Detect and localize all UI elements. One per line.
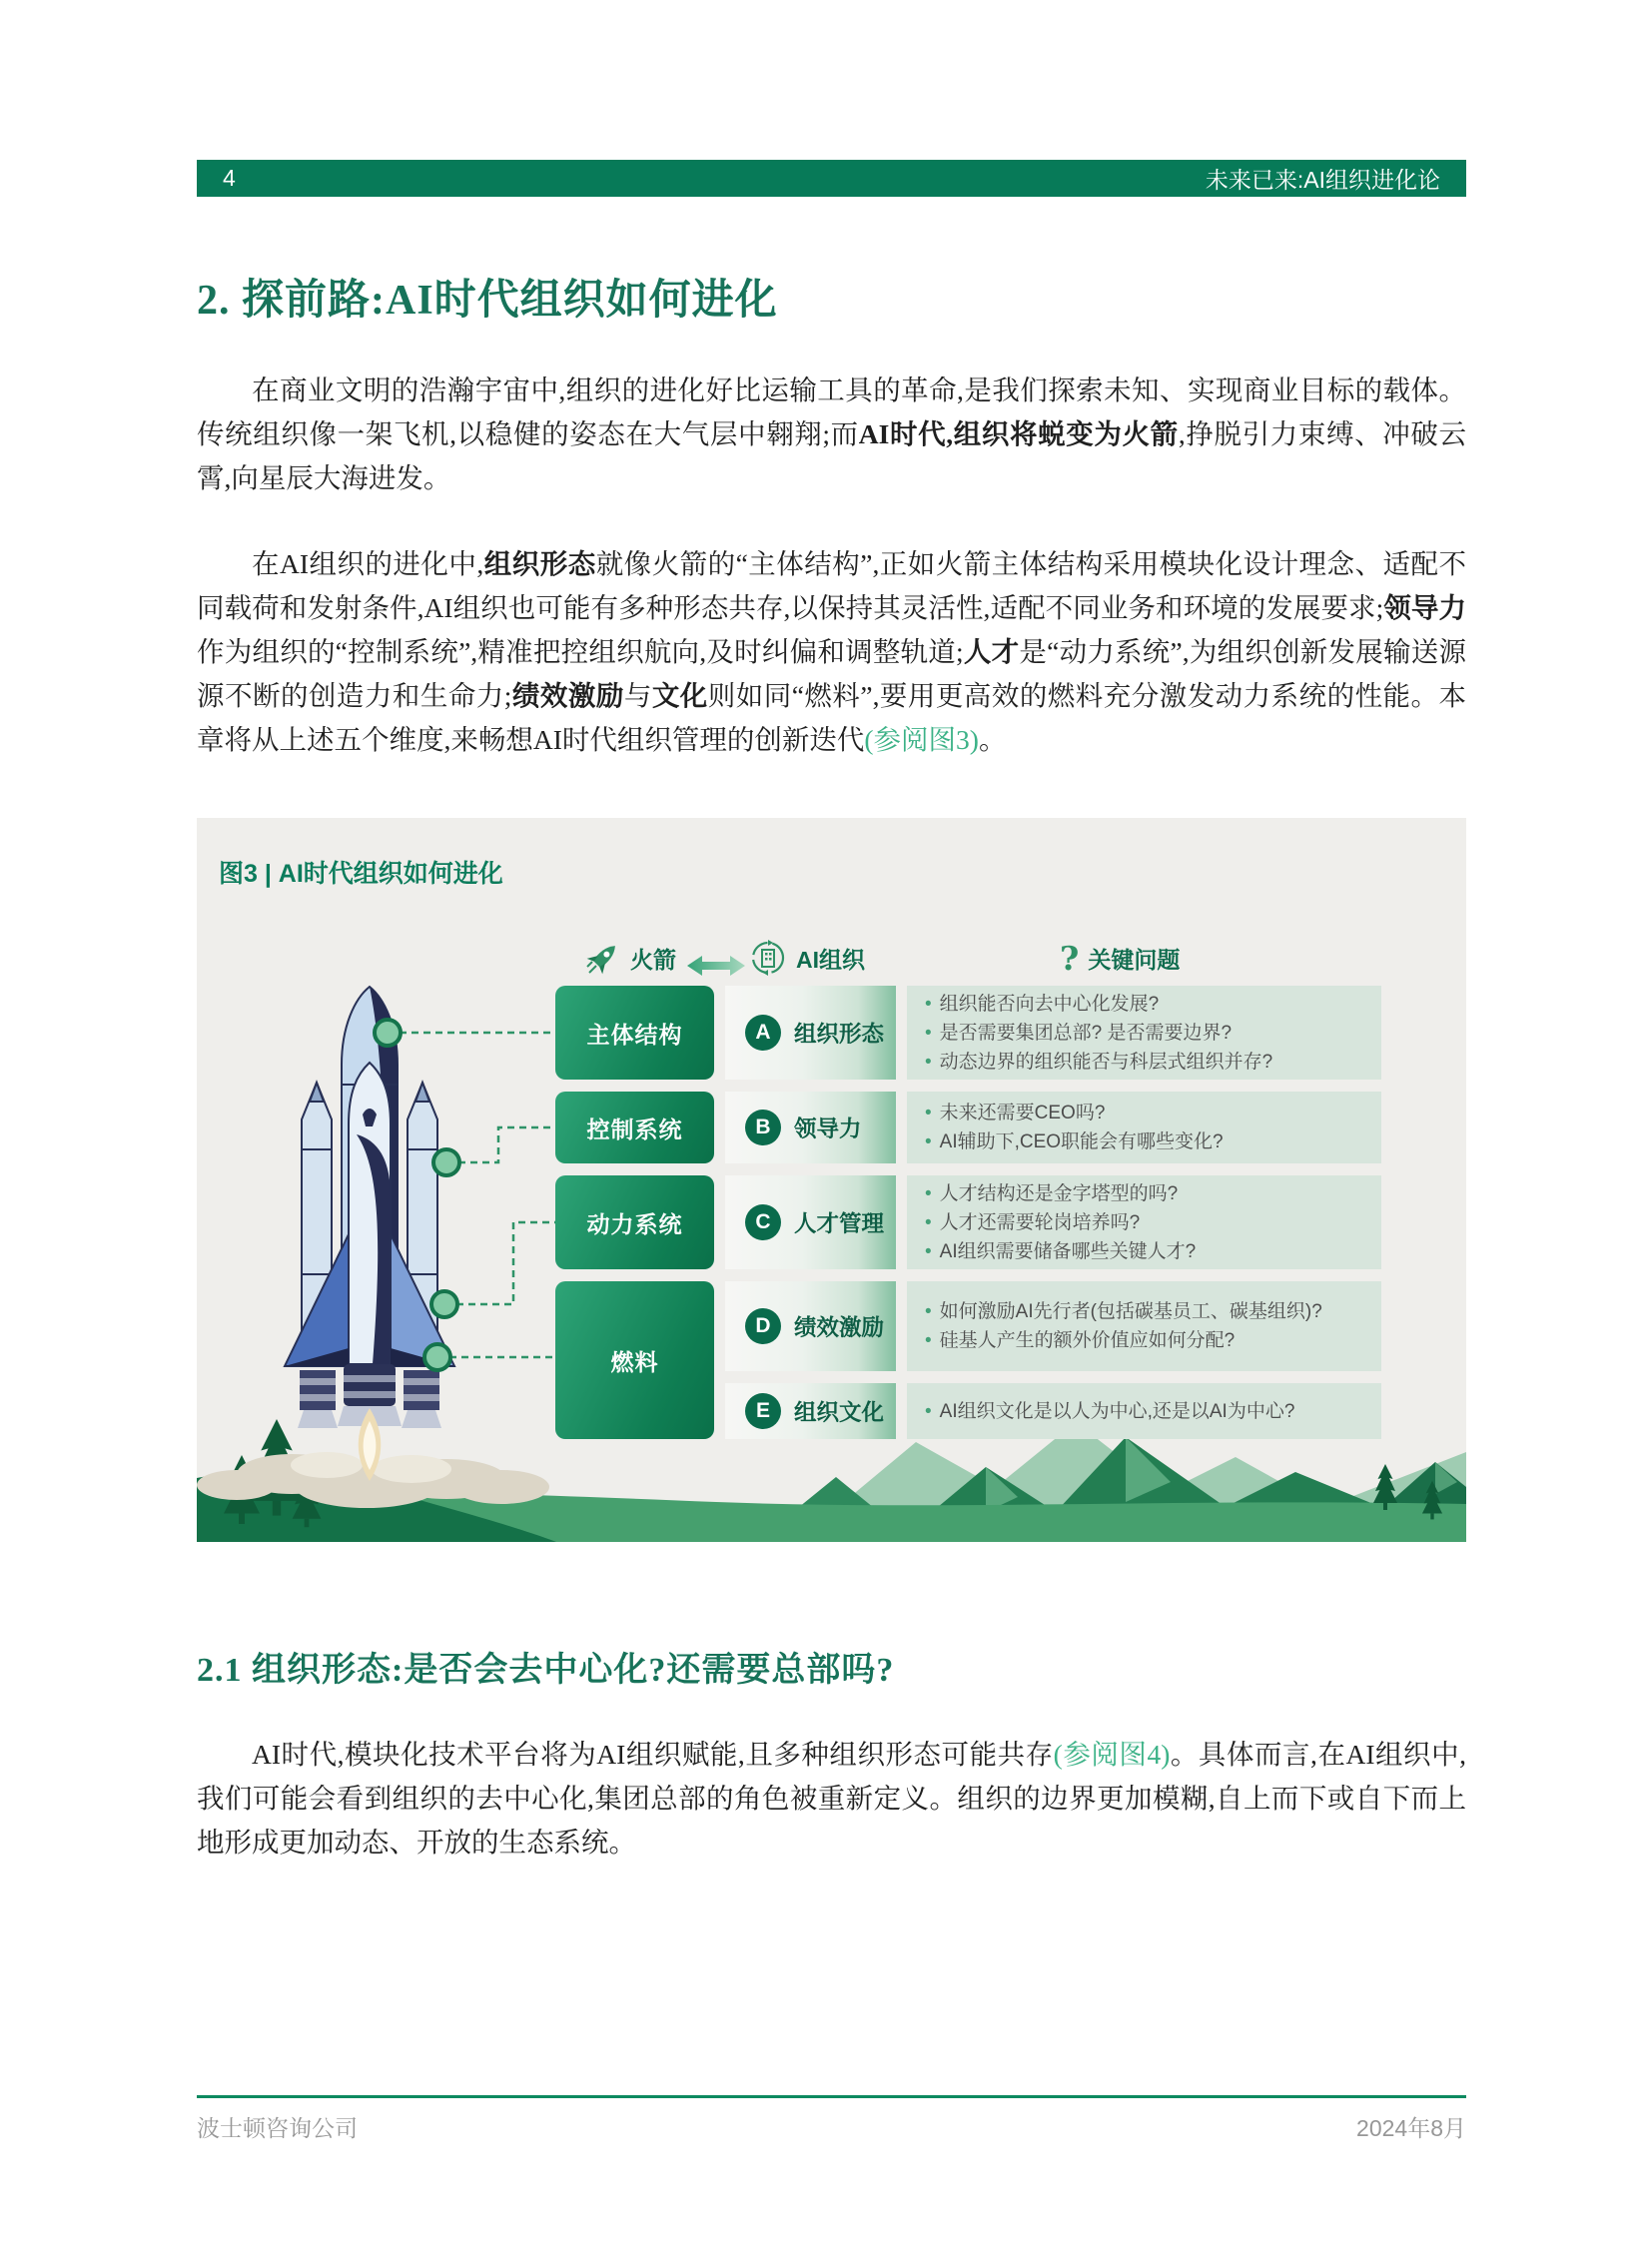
dimension-cell-d (725, 1281, 896, 1371)
system-box-control: 控制系统 (555, 1092, 714, 1163)
rocket-illustration-zone (197, 935, 555, 1462)
paragraph-2-text: 是“动力系统”,为组织创新发展输送源源不断的创造力和生命力; (197, 636, 1466, 711)
row-letter-d: D (745, 1308, 781, 1344)
paragraph-2-text: 就像火箭的“主体结构”,正如火箭主体结构采用模块化设计理念、适配不同载荷和发射条件,AI组织也可能有多种形态共存,以保持其灵活性,适配不同业务和环境的发展要求; (197, 548, 1466, 623)
legend-key-questions-label: 关键问题 (1088, 946, 1181, 973)
figure-3-reference-link[interactable]: (参阅图3) (864, 724, 979, 755)
question-item: • 人才结构还是金字塔型的吗? (925, 1179, 1365, 1208)
paragraph-2-text: 在AI组织的进化中, (252, 548, 484, 579)
figure-table-zone (555, 935, 1381, 1462)
legend-ai-org-label: AI组织 (796, 946, 865, 973)
dimension-cell-c (725, 1175, 896, 1269)
legend-rocket-label: 火箭 (630, 946, 676, 973)
questions-cell-a (907, 986, 1381, 1080)
dimension-cell-e (725, 1383, 896, 1439)
legend-ai-org (749, 935, 865, 981)
paragraph-1-text: 在商业文明的浩瀚宇宙中,组织的进化好比运输工具的革命,是我们探索未知、实现商业目标的载体。传统组织像一架飞机,以稳健的姿态在大气层中翱翔;而 (197, 374, 1466, 449)
system-box-fuel: 燃料 (555, 1281, 714, 1439)
questions-cell-c (907, 1175, 1381, 1269)
dimension-cell-a (725, 986, 896, 1080)
paragraph-2-text: 。 (978, 724, 1007, 755)
figure-3-caption: 图3 | AI时代组织如何进化 (219, 860, 503, 888)
figure-legend (555, 935, 1381, 986)
bold-incentive: 绩效激励 (511, 680, 624, 711)
row-letter-a: A (745, 1015, 781, 1051)
row-label-c: 人才管理 (794, 1211, 885, 1236)
figure-table (555, 986, 1381, 1439)
question-item: • 硅基人产生的额外价值应如何分配? (925, 1326, 1365, 1355)
page-number: 4 (223, 165, 236, 191)
paragraph-1-text: ,挣脱引力束缚、冲破云霄,向星辰大海进发。 (197, 418, 1467, 493)
row-letter-c: C (745, 1204, 781, 1240)
page-footer (197, 2095, 1466, 2143)
page-header-bar (197, 160, 1466, 197)
double-arrow-icon (687, 943, 745, 989)
org-cycle-icon (749, 939, 787, 977)
question-item: • 动态边界的组织能否与科层式组织并存? (925, 1048, 1365, 1077)
questions-cell-d (907, 1281, 1381, 1371)
question-item: • AI组织需要储备哪些关键人才? (925, 1237, 1365, 1266)
paragraph-1-bold: AI时代,组织将蜕变为火箭 (858, 418, 1179, 449)
paragraph-3-text: 。具体而言,在AI组织中,我们可能会看到组织的去中心化,集团总部的角色被重新定义。组织的边界更加模糊,自上而下或自下而上地形成更加动态、开放的生态系统。 (197, 1739, 1466, 1858)
row-label-a: 组织形态 (794, 1022, 885, 1047)
bold-org-form: 组织形态 (483, 548, 596, 579)
question-item: • 是否需要集团总部? 是否需要边界? (925, 1019, 1365, 1048)
paragraph-2 (197, 542, 1466, 762)
question-item: • AI组织文化是以人为中心,还是以AI为中心? (925, 1397, 1365, 1426)
dimension-cell-b (725, 1092, 896, 1163)
question-item: • 未来还需要CEO吗? (925, 1099, 1365, 1127)
question-mark-icon (1060, 939, 1079, 978)
footer-company: 波士顿咨询公司 (197, 2115, 358, 2141)
footer-date: 2024年8月 (1356, 2115, 1466, 2141)
bold-culture: 文化 (651, 680, 708, 711)
bold-leadership: 领导力 (1383, 592, 1467, 623)
document-title: 未来已来:AI组织进化论 (1205, 167, 1440, 193)
paragraph-3-text: AI时代,模块化技术平台将为AI组织赋能,且多种组织形态可能共存 (252, 1739, 1054, 1770)
question-item: • 人才还需要轮岗培养吗? (925, 1208, 1365, 1237)
questions-cell-e (907, 1383, 1381, 1439)
system-box-main-structure: 主体结构 (555, 986, 714, 1080)
paragraph-2-text: 与 (623, 680, 652, 711)
question-item: • 组织能否向去中心化发展? (925, 990, 1365, 1019)
row-label-b: 领导力 (794, 1117, 862, 1141)
row-letter-b: B (745, 1110, 781, 1145)
row-label-e: 组织文化 (794, 1400, 885, 1425)
row-letter-e: E (745, 1393, 781, 1429)
question-item: • 如何激励AI先行者(包括碳基员工、碳基组织)? (925, 1297, 1365, 1326)
paragraph-3 (197, 1733, 1466, 1865)
paragraph-1 (197, 369, 1466, 500)
legend-rocket (585, 935, 676, 981)
paragraph-2-text: 则如同“燃料”,要用更高效的燃料充分激发动力系统的性能。本章将从上述五个维度,来畅想AI时代组织管理的创新迭代 (197, 680, 1467, 755)
figure-4-reference-link[interactable]: (参阅图4) (1053, 1739, 1171, 1770)
system-box-power: 动力系统 (555, 1175, 714, 1269)
section-2-1-title: 2.1 组织形态:是否会去中心化?还需要总部吗? (197, 1652, 895, 1689)
page-content (197, 0, 1466, 1865)
section-2-title: 2. 探前路:AI时代组织如何进化 (197, 278, 778, 324)
paragraph-2-text: 作为组织的“控制系统”,精准把控组织航向,及时纠偏和调整轨道; (197, 636, 964, 667)
question-item: • AI辅助下,CEO职能会有哪些变化? (925, 1127, 1365, 1156)
rocket-illustration (197, 935, 555, 1504)
rocket-icon (585, 940, 621, 976)
row-label-d: 绩效激励 (794, 1315, 885, 1340)
bold-talent: 人才 (963, 636, 1020, 667)
legend-key-questions (1060, 935, 1180, 981)
figure-3 (197, 818, 1466, 1542)
questions-cell-b (907, 1092, 1381, 1163)
figure-3-body (197, 935, 1466, 1462)
